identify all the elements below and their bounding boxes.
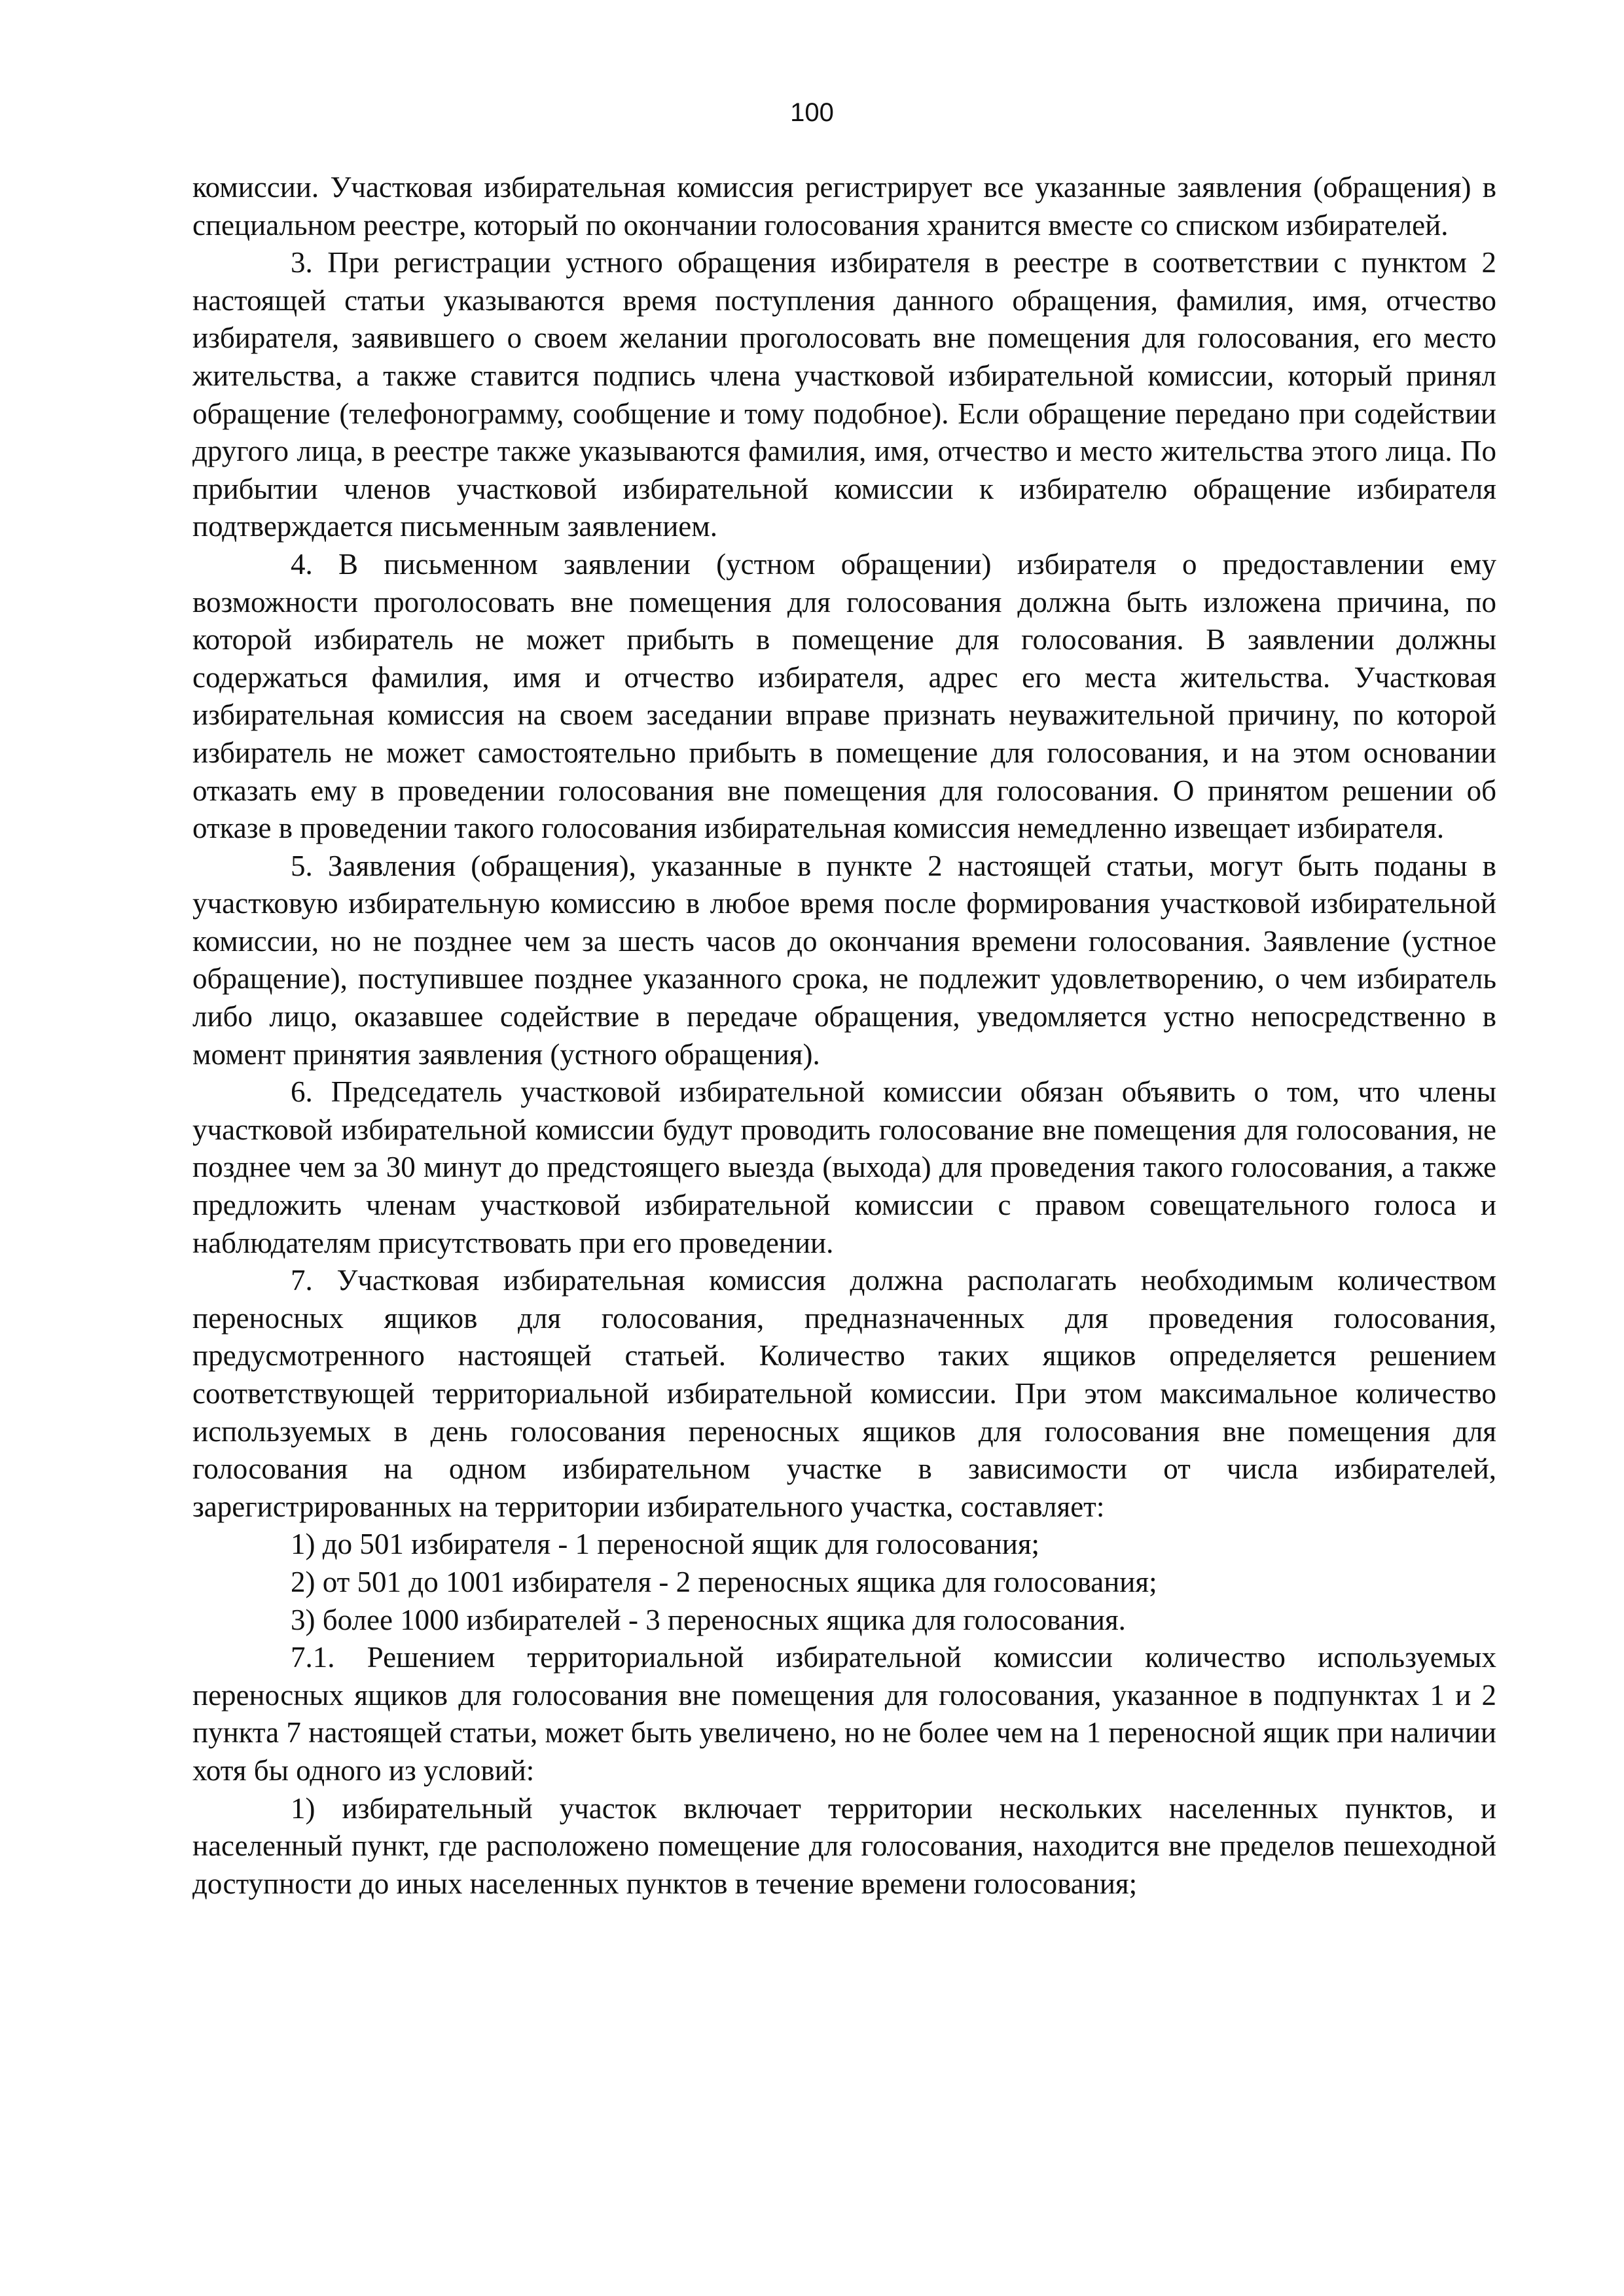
paragraph-continuation: комиссии. Участковая избирательная комиссия регистрирует все указанные заявления (обращения) в специальном реестре, который по окончании голосования хранится вместе со списком избирателей. (192, 171, 1496, 242)
paragraph-item-7: 7. Участковая избирательная комиссия должна располагать необходимым количеством переносных ящиков для голосования, предназначенных для проведения голосования, предусмотренного настоящей статьей. Количество таких ящиков определяется решением соответствующей территориальной избирательной комиссии. При этом максимальное количество используемых в день голосования переносных ящиков для голосования вне помещения для голосования на одном избирательном участке в зависимости от числа избирателей, зарегистрированных на территории избирательного участка, составляет: (192, 1264, 1496, 1523)
paragraph-item-7-1: 7.1. Решением территориальной избирательной комиссии количество используемых переносных ящиков для голосования вне помещения для голосования, указанное в подпунктах 1 и 2 пункта 7 настоящей статьи, может быть увеличено, но не более чем на 1 переносной ящик при наличии хотя бы одного из условий: (192, 1641, 1496, 1787)
paragraph-item-4: 4. В письменном заявлении (устном обращении) избирателя о предоставлении ему возможности проголосовать вне помещения для голосования должна быть изложена причина, по которой избиратель не может прибыть в помещение для голосования. В заявлении должны содержаться фамилия, имя и отчество избирателя, адрес его места жительства. Участковая избирательная комиссия на своем заседании вправе признать неуважительной причину, по которой избиратель не может самостоятельно прибыть в помещение для голосования, и на этом основании отказать ему в проведении голосования вне помещения для голосования. О принятом решении об отказе в проведении такого голосования избирательная комиссия немедленно извещает избирателя. (192, 547, 1496, 845)
list-item-7-1-1: 1) избирательный участок включает территории нескольких населенных пунктов, и населенный пункт, где расположено помещение для голосования, находится вне пределов пешеходной доступности до иных населенных пунктов в течение времени голосования; (192, 1791, 1496, 1900)
paragraph-item-6: 6. Председатель участковой избирательной комиссии обязан объявить о том, что члены участковой избирательной комиссии будут проводить голосование вне помещения для голосования, не позднее чем за 30 минут до предстоящего выезда (выхода) для проведения такого голосования, а также предложить членам участковой избирательной комиссии с правом совещательного голоса и наблюдателям присутствовать при его проведении. (192, 1075, 1496, 1259)
list-item-7-3: 3) более 1000 избирателей - 3 переносных ящика для голосования. (291, 1603, 1126, 1636)
paragraph-item-3: 3. При регистрации устного обращения избирателя в реестре в соответствии с пунктом 2 настоящей статьи указываются время поступления данного обращения, фамилия, имя, отчество избирателя, заявившего о своем желании проголосовать вне помещения для голосования, его место жительства, а также ставится подпись члена участковой избирательной комиссии, который принял обращение (телефонограмму, сообщение и тому подобное). Если обращение передано при содействии другого лица, в реестре также указываются фамилия, имя, отчество и место жительства этого лица. По прибытии членов участковой избирательной комиссии к избирателю обращение избирателя подтверждается письменным заявлением. (192, 246, 1496, 543)
page-number: 100 (790, 98, 834, 127)
list-item-7-1: 1) до 501 избирателя - 1 переносной ящик для голосования; (291, 1528, 1040, 1561)
paragraph-item-5: 5. Заявления (обращения), указанные в пункте 2 настоящей статьи, могут быть поданы в участковую избирательную комиссию в любое время после формирования участковой избирательной комиссии, но не позднее чем за шесть часов до окончания времени голосования. Заявление (устное обращение), поступившее позднее указанного срока, не подлежит удовлетворению, о чем избиратель либо лицо, оказавшее содействие в передаче обращения, уведомляется устно непосредственно в момент принятия заявления (устного обращения). (192, 849, 1496, 1071)
body-text (192, 169, 1496, 1903)
list-item-7-2: 2) от 501 до 1001 избирателя - 2 переносных ящика для голосования; (291, 1565, 1157, 1598)
